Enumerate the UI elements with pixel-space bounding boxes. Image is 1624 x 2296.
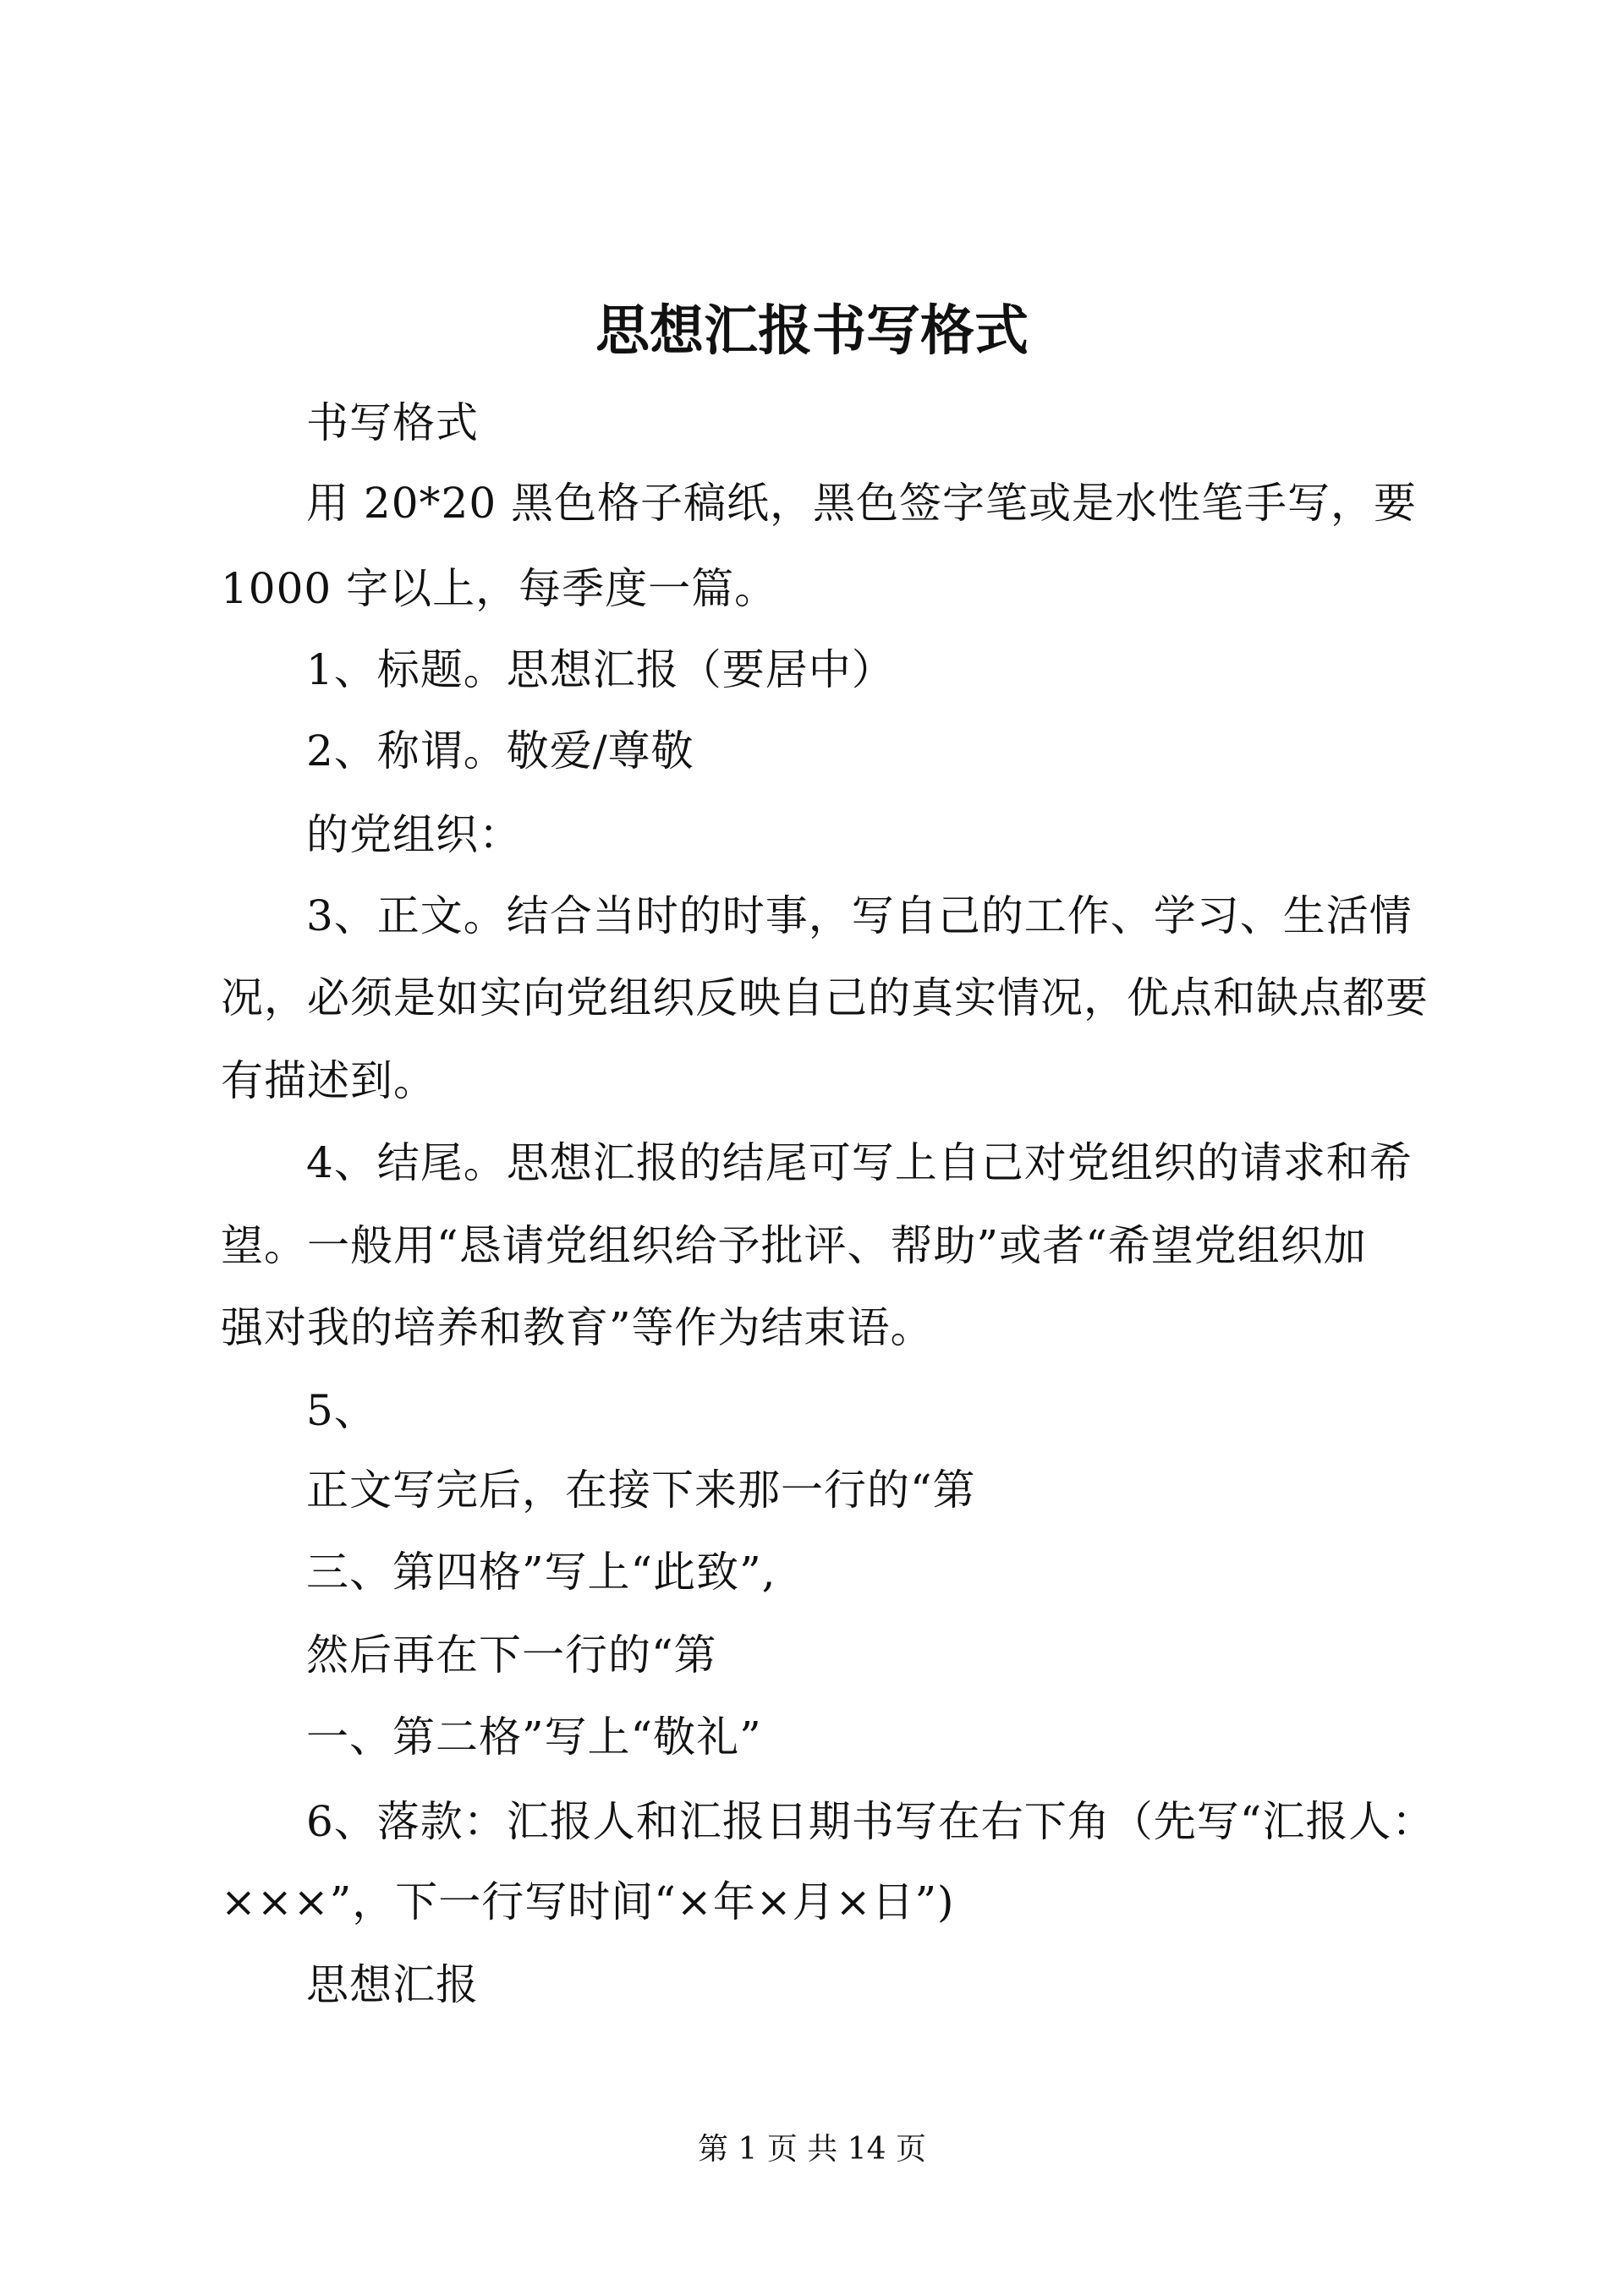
- paragraph-line: 1000 字以上，每季度一篇。: [221, 564, 778, 613]
- paragraph-line: 2、称谓。敬爱/尊敬: [306, 726, 694, 775]
- paragraph-line: 然后再在下一行的“第: [306, 1630, 717, 1680]
- paragraph-line: 5、: [306, 1386, 377, 1435]
- paragraph-line: 思想汇报: [306, 1960, 479, 2009]
- paragraph-line: 3、正文。结合当时的时事，写自己的工作、学习、生活情: [306, 891, 1413, 940]
- paragraph-line: ×××”，下一行写时间“×年×月×日”): [221, 1877, 955, 1926]
- document-title: 思想汇报书写格式: [595, 299, 1029, 363]
- paragraph-line: 用 20*20 黑色格子稿纸，黑色签字笔或是水性笔手写，要: [306, 479, 1418, 528]
- paragraph-line: 望。一般用“恳请党组织给予批评、帮助”或者“希望党组织加: [221, 1221, 1367, 1270]
- paragraph-line: 书写格式: [306, 398, 479, 447]
- paragraph-line: 三、第四格”写上“此致”,: [306, 1548, 776, 1597]
- paragraph-line: 况，必须是如实向党组织反映自己的真实情况，优点和缺点都要: [221, 973, 1429, 1022]
- page-number-footer: 第 1 页 共 14 页: [698, 2132, 926, 2167]
- paragraph-line: 4、结尾。思想汇报的结尾可写上自己对党组织的请求和希: [306, 1138, 1413, 1187]
- paragraph-line: 的党组织：: [306, 810, 522, 859]
- paragraph-line: 正文写完后，在接下来那一行的“第: [306, 1466, 976, 1515]
- paragraph-line: 6、落款：汇报人和汇报日期书写在右下角（先写“汇报人：: [306, 1797, 1435, 1846]
- paragraph-line: 一、第二格”写上“敬礼”: [306, 1712, 762, 1762]
- paragraph-line: 强对我的培养和教育”等作为结束语。: [221, 1303, 934, 1352]
- paragraph-line: 1、标题。思想汇报（要居中）: [306, 645, 895, 694]
- paragraph-line: 有描述到。: [221, 1056, 436, 1105]
